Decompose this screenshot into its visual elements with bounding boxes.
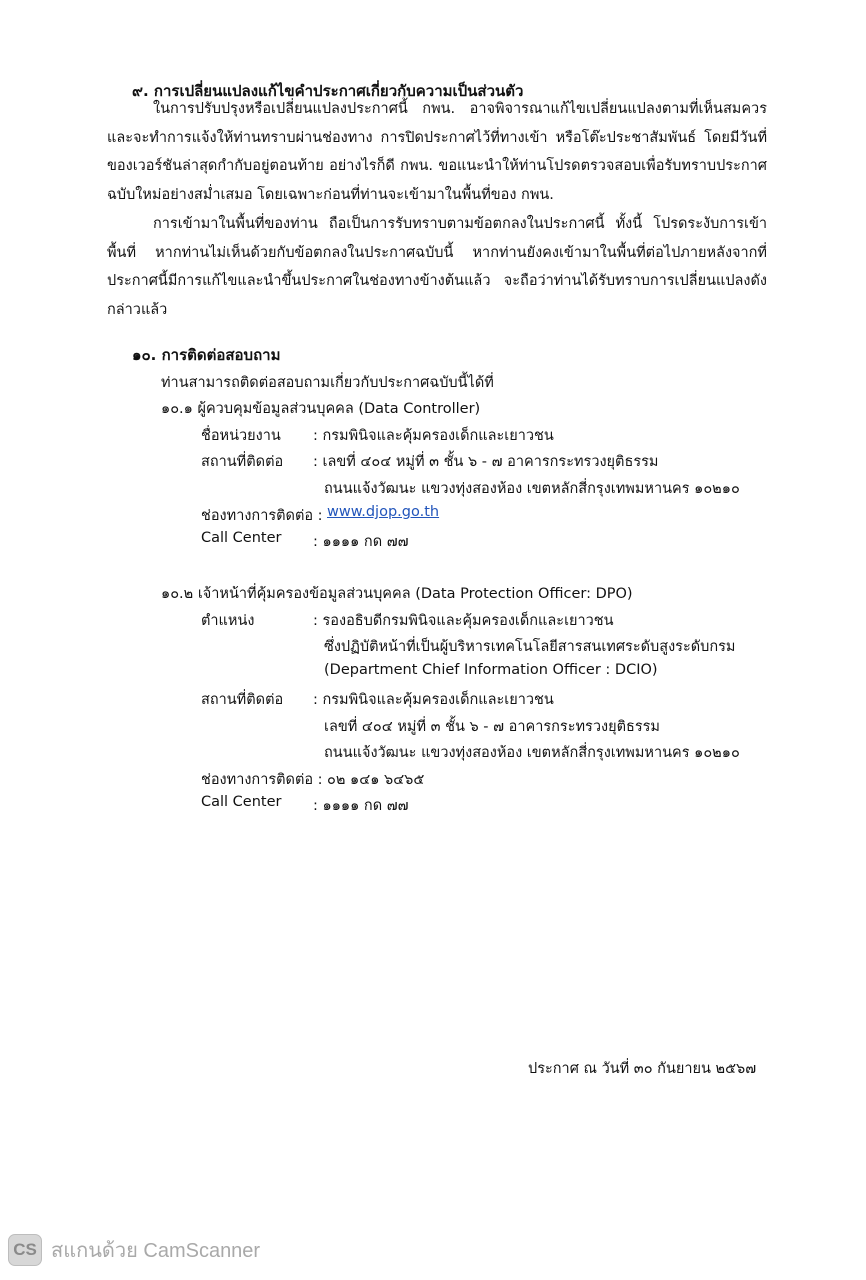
section-9-heading: ๙. การเปลี่ยนแปลงแก้ไขคำประกาศเกี่ยวกับความเป็นส่วนตัว — [132, 82, 524, 100]
controller-title: ๑๐.๑ ผู้ควบคุมข้อมูลส่วนบุคคล (Data Controller) — [161, 401, 481, 417]
dpo-address-label: สถานที่ติดต่อ — [201, 692, 284, 708]
dpo-phone-value: ๐๒ ๑๔๑ ๖๔๖๕ — [327, 772, 425, 788]
dpo-title: ๑๐.๒ เจ้าหน้าที่คุ้มครองข้อมูลส่วนบุคคล (Data Protection Officer: DPO) — [161, 586, 633, 602]
controller-address-label: สถานที่ติดต่อ — [201, 454, 284, 470]
camscanner-watermark — [8, 1233, 260, 1267]
dpo-callcenter-value: : ๑๑๑๑ กด ๗๗ — [313, 798, 409, 814]
camscanner-logo-icon: CS — [8, 1234, 42, 1266]
controller-agency-label: ชื่อหน่วยงาน — [201, 428, 281, 444]
controller-agency-value: : กรมพินิจและคุ้มครองเด็กและเยาวชน — [313, 428, 554, 444]
dpo-address-line-1: : กรมพินิจและคุ้มครองเด็กและเยาวชน — [313, 692, 554, 708]
section-10-intro: ท่านสามารถติดต่อสอบถามเกี่ยวกับประกาศฉบับนี้ได้ที่ — [161, 375, 494, 391]
controller-channel-label: ช่องทางการติดต่อ : — [201, 508, 323, 524]
announcement-date: ประกาศ ณ วันที่ ๓๐ กันยายน ๒๕๖๗ — [528, 1061, 757, 1077]
controller-address-line-1: : เลขที่ ๔๐๔ หมู่ที่ ๓ ชั้น ๖ - ๗ อาคารกระทรวงยุติธรรม — [313, 454, 659, 470]
dpo-position-line-2: ซึ่งปฏิบัติหน้าที่เป็นผู้บริหารเทคโนโลยีสารสนเทศระดับสูงระดับกรม — [324, 639, 736, 655]
controller-address-line-2: ถนนแจ้งวัฒนะ แขวงทุ่งสองห้อง เขตหลักสี่กรุงเทพมหานคร ๑๐๒๑๐ — [324, 481, 740, 497]
controller-website-link[interactable]: www.djop.go.th — [327, 504, 440, 520]
dpo-callcenter-label: Call Center — [201, 794, 282, 810]
dpo-address-line-3: ถนนแจ้งวัฒนะ แขวงทุ่งสองห้อง เขตหลักสี่กรุงเทพมหานคร ๑๐๒๑๐ — [324, 745, 740, 761]
section-9-paragraph-2: การเข้ามาในพื้นที่ของท่าน ถือเป็นการรับทราบตามข้อตกลงในประกาศนี้ ทั้งนี้ โปรดระงับการเข้าพื้นที่ หากท่านไม่เห็นด้วยกับข้อตกลงในประกาศฉบับนี้ หากท่านยังคงเข้ามาในพื้นที่ต่อไปภายหลังจากที่ประกาศนี้มีการแก้ไขและนำขึ้นประกาศในช่องทางข้างต้นแล้ว จะถือว่าท่านได้รับทราบการเปลี่ยนแปลงดังกล่าวแล้ว — [107, 216, 767, 318]
dpo-position-line-1: : รองอธิบดีกรมพินิจและคุ้มครองเด็กและเยาวชน — [313, 613, 614, 629]
camscanner-label: สแกนด้วย CamScanner — [51, 1240, 261, 1262]
controller-callcenter-value: : ๑๑๑๑ กด ๗๗ — [313, 534, 409, 550]
section-9-paragraph-1: ในการปรับปรุงหรือเปลี่ยนแปลงประกาศนี้ กพน. อาจพิจารณาแก้ไขเปลี่ยนแปลงตามที่เห็นสมควร และจะทำการแจ้งให้ท่านทราบผ่านช่องทาง การปิดประกาศไว้ที่ทางเข้า หรือโต๊ะประชาสัมพันธ์ โดยมีวันที่ของเวอร์ชันล่าสุดกำกับอยู่ตอนท้าย อย่างไรก็ดี กพน. ขอแนะนำให้ท่านโปรดตรวจสอบเพื่อรับทราบประกาศฉบับใหม่อย่างสม่ำเสมอ โดยเฉพาะก่อนที่ท่านจะเข้ามาในพื้นที่ของ กพน. — [107, 101, 767, 203]
dpo-channel-label: ช่องทางการติดต่อ : — [201, 772, 323, 788]
dpo-position-line-3: (Department Chief Information Officer : DCIO) — [324, 662, 658, 678]
dpo-address-line-2: เลขที่ ๔๐๔ หมู่ที่ ๓ ชั้น ๖ - ๗ อาคารกระทรวงยุติธรรม — [324, 719, 660, 735]
section-10-heading: ๑๐. การติดต่อสอบถาม — [132, 346, 281, 364]
controller-callcenter-label: Call Center — [201, 530, 282, 546]
dpo-position-label: ตำแหน่ง — [201, 613, 255, 629]
